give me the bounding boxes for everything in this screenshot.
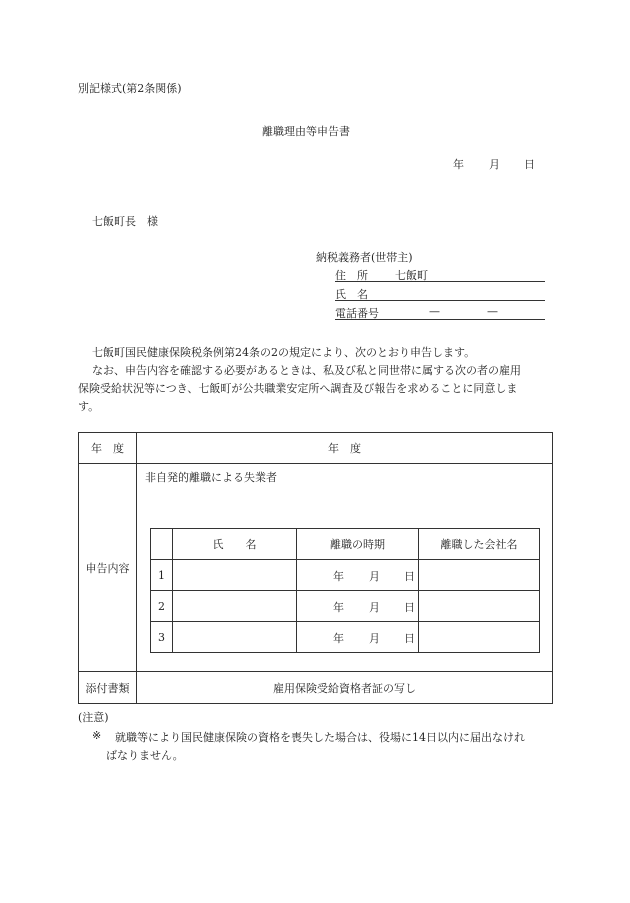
- address-line: [335, 266, 545, 282]
- table-row: [151, 560, 540, 591]
- row-day: 日: [404, 632, 415, 645]
- document-title: 離職理由等申告書: [262, 125, 350, 138]
- header-number-cell: [151, 529, 173, 560]
- row-company-cell: [419, 591, 540, 622]
- date-year-label: 年: [453, 158, 464, 171]
- row-day: 日: [404, 570, 415, 583]
- paragraph-2-line-3: す。: [78, 400, 100, 413]
- name-line: [335, 285, 545, 301]
- row-number-cell: [151, 560, 173, 591]
- person-table: [150, 528, 540, 653]
- phone-line: [335, 304, 545, 320]
- year-header: 年 度: [91, 442, 124, 455]
- row-year: 年: [333, 632, 344, 645]
- address-label: 住 所: [335, 269, 368, 282]
- notes-line-1: 就職等により国民健康保険の資格を喪失した場合は、役場に14日以内に届出なけれ: [115, 731, 525, 744]
- applicant-label: 納税義務者(世帯主): [316, 251, 413, 264]
- header-company: 離職した会社名: [440, 538, 518, 551]
- date-month-label: 月: [489, 158, 500, 171]
- address-value: 七飯町: [395, 269, 428, 282]
- table-row: [151, 622, 540, 653]
- paragraph-2-line-1: なお、申告内容を確認する必要があるときは、私及び私と同世帯に属する次の者の雇用: [92, 364, 521, 377]
- phone-dash-1: —: [429, 305, 440, 318]
- row-name-cell: [173, 560, 297, 591]
- phone-dash-2: —: [487, 305, 498, 318]
- row-company-cell: [419, 560, 540, 591]
- paragraph-2-line-2: 保険受給状況等につき、七飯町が公共職業安定所へ調査及び報告を求めることに同意しま: [78, 382, 518, 395]
- header-period: 離職の時期: [330, 538, 385, 551]
- notes-label: (注意): [78, 711, 109, 724]
- phone-label: 電話番号: [335, 307, 379, 320]
- header-name-cell: [173, 529, 297, 560]
- row-month: 月: [369, 601, 380, 614]
- row-number: 1: [158, 568, 165, 582]
- row-name-cell: [173, 591, 297, 622]
- content-header: 申告内容: [85, 561, 130, 575]
- row-year: 年: [333, 570, 344, 583]
- addressee: 七飯町長 様: [92, 215, 158, 228]
- attach-header-cell: [79, 672, 137, 704]
- header-name: 氏 名: [212, 538, 257, 551]
- row-period-cell: [297, 591, 419, 622]
- row-month: 月: [369, 632, 380, 645]
- row-year: 年: [333, 601, 344, 614]
- row-period-cell: [297, 560, 419, 591]
- year-header-cell: [79, 433, 137, 464]
- year-value: 年 度: [328, 442, 361, 455]
- row-name-cell: [173, 622, 297, 653]
- form-reference: 別記様式(第2条関係): [78, 82, 182, 95]
- row-company-cell: [419, 622, 540, 653]
- row-day: 日: [404, 601, 415, 614]
- row-number-cell: [151, 591, 173, 622]
- content-title: 非自発的離職による失業者: [145, 471, 277, 484]
- attach-value: 雇用保険受給資格者証の写し: [273, 681, 416, 695]
- header-company-cell: [419, 529, 540, 560]
- date-day-label: 日: [524, 158, 535, 171]
- row-month: 月: [369, 570, 380, 583]
- row-number: 3: [158, 630, 165, 644]
- row-number: 2: [158, 599, 165, 613]
- content-header-cell: [79, 464, 137, 672]
- attach-value-cell: [137, 672, 553, 704]
- table-row: [151, 591, 540, 622]
- row-period-cell: [297, 622, 419, 653]
- name-label: 氏 名: [335, 288, 368, 301]
- notes-mark: ※: [92, 729, 102, 742]
- attach-header: 添付書類: [85, 681, 130, 695]
- header-period-cell: [297, 529, 419, 560]
- paragraph-1: 七飯町国民健康保険税条例第24条の2の規定により、次のとおり申告します。: [92, 346, 476, 359]
- row-number-cell: [151, 622, 173, 653]
- notes-line-2: ばなりません。: [106, 749, 184, 762]
- year-value-cell: [137, 433, 553, 464]
